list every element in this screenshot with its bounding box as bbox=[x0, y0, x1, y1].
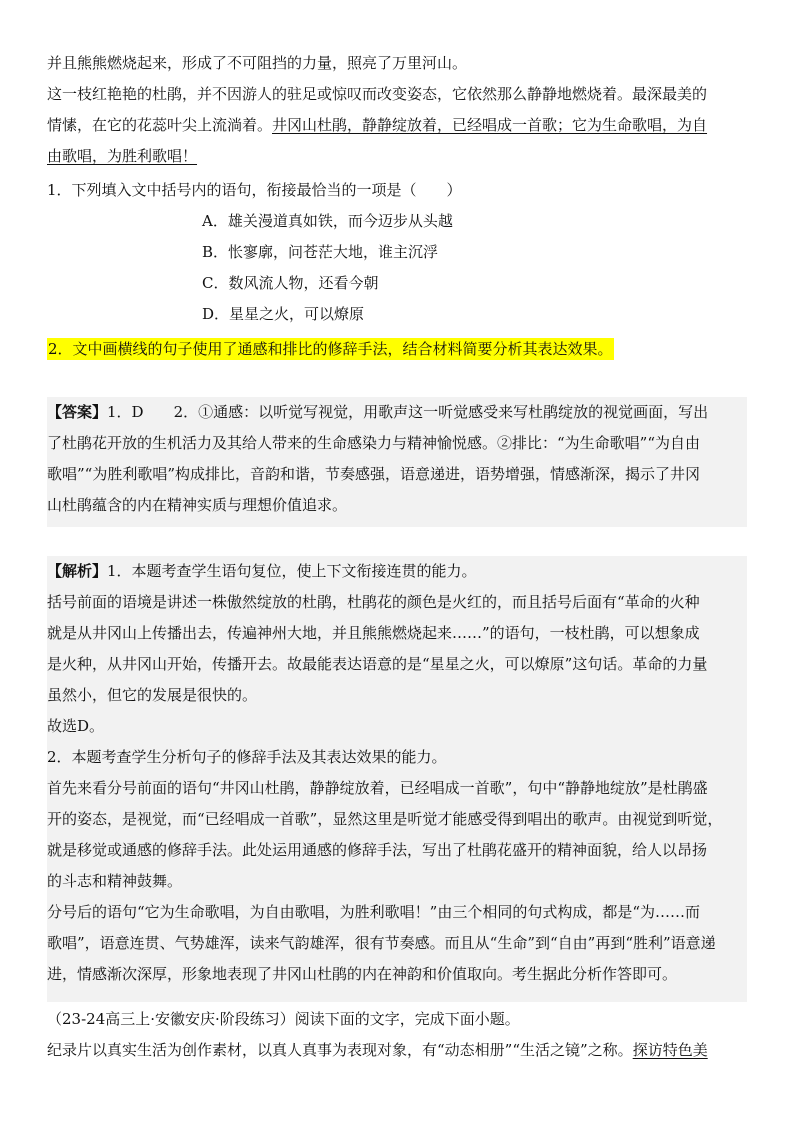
analysis-line: 的斗志和精神鼓舞。 bbox=[47, 872, 183, 890]
analysis-line: 分号后的语句“它为生命歌唱，为自由歌唱，为胜利歌唱！”由三个相同的句式构成，都是“为……而 bbox=[47, 903, 701, 921]
analysis-tag: 【解析】 bbox=[47, 562, 108, 580]
passage-line bbox=[47, 110, 747, 141]
question-2 bbox=[47, 334, 747, 365]
analysis-line: 歌唱”，语意连贯、气势雄浑，读来气韵雄浑，很有节奏感。而且从“生命”到“自由”再到“胜利”语意递 bbox=[47, 934, 716, 952]
option-b: B．怅寥廓，问苍茫大地，谁主沉浮 bbox=[202, 243, 439, 261]
answer-line: 山杜鹃蕴含的内在精神实质与理想价值追求。 bbox=[47, 496, 348, 514]
answer-line: 【答案】1．D 2．①通感：以听觉写视觉，用歌声这一听觉感受来写杜鹃绽放的视觉画面，写出 bbox=[47, 403, 709, 421]
passage-line: 纪录片以真实生活为创作素材，以真人真事为表现对象，有“动态相册”“生活之镜”之称。探访特色美 bbox=[47, 1041, 708, 1059]
answer-line: 了杜鹃花开放的生机活力及其给人带来的生命感染力与精神愉悦感。②排比：“为生命歌唱”“为自由 bbox=[47, 434, 701, 452]
question-1 bbox=[47, 175, 747, 330]
analysis-line: 2．本题考查学生分析句子的修辞手法及其表达效果的能力。 bbox=[47, 748, 447, 766]
passage-text: 情愫，在它的花蕊叶尖上流淌着。 bbox=[47, 116, 273, 134]
underlined-sentence: 井冈山杜鹃，静静绽放着，已经唱成一首歌；它为生命歌唱，为自 bbox=[272, 116, 708, 134]
underlined-sentence: 探访特色美 bbox=[632, 1041, 708, 1059]
analysis-line: 进，情感渐次深厚，形象地表现了井冈山杜鹃的内在神韵和价值取向。考生据此分析作答即可。 bbox=[47, 965, 678, 983]
analysis-line: 括号前面的语境是讲述一株傲然绽放的杜鹃，杜鹃花的颜色是火红的，而且括号后面有“革命的火种 bbox=[47, 593, 700, 611]
passage-line: 并且熊熊燃烧起来，形成了不可阻挡的力量，照亮了万里河山。 bbox=[47, 54, 468, 72]
answer-line: 歌唱”“为胜利歌唱”构成排比，音韵和谐，节奏感强，语意递进，语势增强，情感渐深，揭示了井冈 bbox=[47, 465, 701, 483]
analysis-line: 虽然小，但它的发展是很快的。 bbox=[47, 686, 258, 704]
analysis-panel bbox=[47, 556, 747, 1002]
option-c: C．数风流人物，还看今朝 bbox=[202, 274, 379, 292]
question-stem: 1．下列填入文中括号内的语句，衔接最恰当的一项是（ ） bbox=[47, 181, 462, 199]
option-a: A．雄关漫道真如铁，而今迈步从头越 bbox=[202, 212, 453, 230]
passage-line: 这一枝红艳艳的杜鹃，并不因游人的驻足或惊叹而改变姿态，它依然那么静静地燃烧着。最深最美的 bbox=[47, 85, 708, 103]
analysis-line: 就是从井冈山上传播出去，传遍神州大地，并且熊熊燃烧起来……”的语句，一枝杜鹃，可以想象成 bbox=[47, 624, 700, 642]
source-line: （23-24高三上·安徽安庆·阶段练习）阅读下面的文字，完成下面小题。 bbox=[47, 1010, 520, 1028]
passage bbox=[47, 48, 747, 172]
question-2-stem: 2．文中画横线的句子使用了通感和排比的修辞手法，结合材料简要分析其表达效果。 bbox=[48, 340, 613, 358]
answer-panel bbox=[47, 397, 747, 527]
analysis-line: 开的姿态，是视觉，而“已经唱成一首歌”，显然这里是听觉才能感受得到唱出的歌声。由视觉到听觉， bbox=[47, 810, 723, 828]
underlined-sentence: 由歌唱，为胜利歌唱！ bbox=[47, 147, 198, 165]
option-d: D．星星之火，可以燎原 bbox=[202, 305, 365, 323]
analysis-line: 就是移觉或通感的修辞手法。此处运用通感的修辞手法，写出了杜鹃花盛开的精神面貌，给人以昂扬 bbox=[47, 841, 708, 859]
analysis-line: 是火种，从井冈山开始，传播开去。故最能表达语意的是“星星之火，可以燎原”这句话。革命的力量 bbox=[47, 655, 708, 673]
analysis-line: 故选D。 bbox=[47, 717, 105, 735]
answer-tag: 【答案】 bbox=[47, 403, 108, 421]
analysis-line: 【解析】1．本题考查学生语句复位，使上下文衔接连贯的能力。 bbox=[47, 562, 477, 580]
analysis-line: 首先来看分号前面的语句“井冈山杜鹃，静静绽放着，已经唱成一首歌”，句中“静静地绽放”是杜鹃盛 bbox=[47, 779, 708, 797]
passage-line bbox=[47, 141, 747, 172]
next-section bbox=[47, 1004, 747, 1066]
